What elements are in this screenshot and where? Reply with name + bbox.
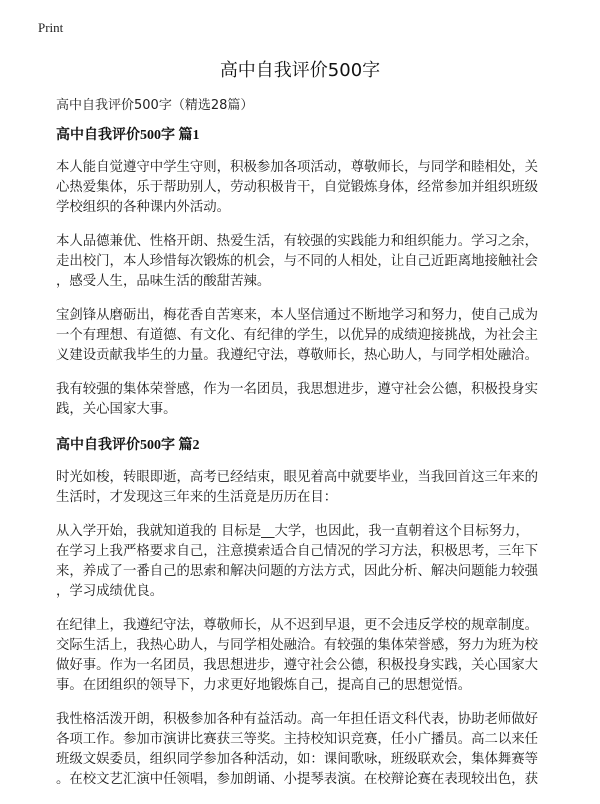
text-line: 我性格活泼开朗，积极参加各种有益活动。高一年担任语文科代表，协助老师做好 xyxy=(56,712,539,727)
section-heading: 高中自我评价500字 篇2 xyxy=(56,438,200,453)
article-body xyxy=(56,120,556,804)
text-line: 义建设贡献我毕生的力量。我遵纪守法，尊敬师长，热心助人，与同学相处融洽。 xyxy=(56,348,539,363)
text-line: 学校组织的各种课内外活动。 xyxy=(56,200,231,215)
paragraph xyxy=(56,710,556,790)
text-line: ，学习成绩优良。 xyxy=(56,584,164,599)
paragraph xyxy=(56,468,556,508)
section-2 xyxy=(56,434,556,790)
text-line: 一个有理想、有道德、有文化、有纪律的学生，以优异的成绩迎接挑战，为社会主 xyxy=(56,328,539,343)
text-line: 心热爱集体，乐于帮助别人，劳动积极肯干，自觉锻炼身体，经常参加并组织班级 xyxy=(56,180,539,195)
paragraph xyxy=(56,158,556,218)
section-1 xyxy=(56,124,556,420)
text-line: 在学习上我严格要求自己，注意摸索适合自己情况的学习方法，积极思考，三年下 xyxy=(56,544,539,559)
text-line: 宝剑锋从磨砺出，梅花香自苦寒来，本人坚信通过不断地学习和努力，使自己成为 xyxy=(56,308,539,323)
text-line: 本人品德兼优、性格开朗、热爱生活，有较强的实践能力和组织能力。学习之余， xyxy=(56,234,539,249)
document-title: 高中自我评价500字 xyxy=(219,60,381,81)
text-line: 时光如梭，转眼即逝，高考已经结束，眼见着高中就要毕业，当我回首这三年来的 xyxy=(56,470,539,485)
text-line: 我有较强的集体荣誉感，作为一名团员，我思想进步，遵守社会公德，积极投身实 xyxy=(56,382,539,397)
paragraph xyxy=(56,380,556,420)
text-line: ，感受人生，品味生活的酸甜苦辣。 xyxy=(56,274,271,289)
text-line: 班级文娱委员，组织同学参加各种活动，如：课间歌咏，班级联欢会，集体舞赛等 xyxy=(56,752,539,767)
text-line: 事。在团组织的领导下，力求更好地锻炼自己，提高自己的思想觉悟。 xyxy=(56,678,472,693)
text-line: 走出校门，本人珍惜每次锻炼的机会，与不同的人相处，让自己近距离地接触社会 xyxy=(56,254,539,269)
text-line: 。在校文艺汇演中任领唱，参加朗诵、小提琴表演。在校辩论赛在表现较出色，获 xyxy=(56,772,539,787)
section-heading: 高中自我评价500字 篇1 xyxy=(56,128,200,143)
document-subtitle: 高中自我评价500字（精选28篇） xyxy=(56,98,254,113)
text-line: 来，养成了一番自己的思索和解决问题的方法方式，因此分析、解决问题能力较强 xyxy=(56,564,539,579)
text-line: 做好事。作为一名团员，我思想进步，遵守社会公德，积极投身实践，关心国家大 xyxy=(56,658,539,673)
text-line: 从入学开始，我就知道我的 目标是__大学，也因此，我一直朝着这个目标努力， xyxy=(56,524,529,539)
print-link[interactable]: Print xyxy=(38,20,64,35)
text-line: 本人能自觉遵守中学生守则，积极参加各项活动，尊敬师长，与同学和睦相处，关 xyxy=(56,160,539,175)
text-line: 交际生活上，我热心助人，与同学相处融洽。有较强的集体荣誉感，努力为班为校 xyxy=(56,638,539,653)
paragraph xyxy=(56,616,556,696)
text-line: 践，关心国家大事。 xyxy=(56,402,177,417)
text-line: 生活时，才发现这三年来的生活竟是历历在目： xyxy=(56,490,338,505)
text-line: 在纪律上，我遵纪守法，尊敬师长，从不迟到早退，更不会违反学校的规章制度。 xyxy=(56,618,539,633)
paragraph xyxy=(56,232,556,292)
paragraph xyxy=(56,306,556,366)
text-line: 各项工作。参加市演讲比赛获三等奖。主持校知识竞赛，任小广播员。高二以来任 xyxy=(56,732,539,747)
paragraph xyxy=(56,522,556,602)
